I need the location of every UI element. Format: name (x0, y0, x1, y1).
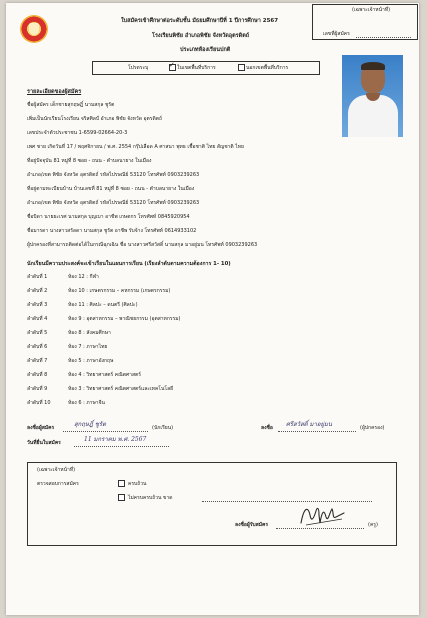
plan-choice: ห้อง 4 : วิทยาศาสตร์ คณิตศาสตร์ (68, 372, 141, 378)
plan-choice: ห้อง 10 : เกษตรกรรม – คหกรรม (เกษตรกรรม) (68, 288, 171, 294)
form-title-line2: โรงเรียนพิชัย อำเภอพิชัย จังหวัดอุตรดิตถ์ (152, 33, 250, 39)
plan-choice: ห้อง 8 : สังคมศึกษา (68, 330, 111, 336)
receiver-role-label: (ครู) (368, 522, 378, 528)
personal-info-line: เพศ ชาย เกิดวันที่ 17 / พฤศจิกายน / พ.ศ. 2554 กรุ๊ปเลือด A ศาสนา พุทธ เชื้อชาติ ไทย สัญชาติ ไทย (27, 144, 244, 150)
plan-rank: ลำดับที่ 8 (27, 372, 48, 378)
plan-rank: ลำดับที่ 5 (27, 330, 48, 336)
officer-only-label: (เฉพาะเจ้าหน้าที่) (352, 7, 391, 13)
plan-choice: ห้อง 5 : ภาษาอังกฤษ (68, 358, 114, 364)
zone-out-label: นอกเขตพื้นที่บริการ (246, 65, 289, 71)
plan-rank: ลำดับที่ 1 (27, 274, 48, 280)
incomplete-checkbox[interactable] (118, 494, 125, 501)
student-signature-label: ลงชื่อผู้สมัคร (27, 425, 55, 431)
school-emblem-logo (20, 15, 48, 43)
registered-district-line: อำเภอ/เขต พิชัย จังหวัด อุตรดิตถ์ รหัสไปรษณีย์ 53120 โทรศัพท์ 0903239263 (27, 200, 200, 206)
plan-rank: ลำดับที่ 2 (27, 288, 48, 294)
student-signature-line[interactable] (63, 431, 148, 432)
complete-checkbox[interactable] (118, 480, 125, 487)
guardian-signature-label: ลงชื่อ (261, 425, 273, 431)
applicant-details-heading: รายละเอียดของผู้สมัคร (27, 89, 82, 95)
plan-rank: ลำดับที่ 6 (27, 344, 48, 350)
submission-date-value: 11 มกราคม พ.ศ. 2567 (84, 436, 147, 443)
receiver-signature-label: ลงชื่อผู้รับสมัคร (235, 522, 269, 528)
receiver-signature-image (298, 503, 348, 529)
plan-rank: ลำดับที่ 9 (27, 386, 48, 392)
verification-label: ตรวจสอบการสมัคร (37, 481, 79, 487)
missing-items-line[interactable] (202, 501, 372, 502)
zone-check-mark-icon: ✓ (169, 61, 175, 69)
father-info-line: ชื่อบิดา นายยะเรศ นามสกุล บุญเบา อาชีพ เกษตกร โทรศัพท์ 0845920954 (27, 214, 190, 220)
officer-section-title: (เฉพาะเจ้าหน้าที่) (37, 467, 76, 473)
submission-date-label: วันที่ยื่นใบสมัคร (27, 440, 61, 446)
plan-choice: ห้อง 11 : ศิลปะ – ดนตรี (ศิลปะ) (68, 302, 138, 308)
plan-rank: ลำดับที่ 7 (27, 358, 48, 364)
guardian-signature-name: ศรีสวัสดิ์ มาอยู่มน (286, 421, 333, 428)
submission-date-line[interactable] (74, 446, 169, 447)
student-photo (342, 55, 403, 137)
student-role-label: (นักเรียน) (152, 425, 174, 431)
zone-in-label: ในเขตพื้นที่บริการ (177, 65, 216, 71)
plan-choice: ห้อง 3 : วิทยาศาสตร์ คณิตศาสตร์และเทคโนโลยี (68, 386, 174, 392)
zone-prefix-label: โปรดระบุ (128, 65, 149, 71)
plan-choice: ห้อง 6 : ภาษาจีน (68, 400, 105, 406)
form-title-line1: ใบสมัครเข้าศึกษาต่อระดับชั้น มัธยมศึกษาปีที่ 1 ปีการศึกษา 2567 (121, 18, 279, 24)
mother-info-line: ชื่อมารดา นางสาวสรัลดา นามสกุล ชูรัต อาชีพ รับจ้าง โทรศัพท์ 0614933102 (27, 228, 197, 234)
student-signature-name: สุกฤษฎิ์ ชูรัต (74, 421, 107, 428)
plan-rank: ลำดับที่ 3 (27, 302, 48, 308)
zone-out-checkbox[interactable] (238, 64, 245, 71)
registered-address-line: ที่อยู่ตามทะเบียนบ้าน บ้านเลขที่ 81 หมู่ที่ 8 ซอย - ถนน - ตำบลนายาง ในเมือง (27, 186, 195, 192)
plan-choice: ห้อง 9 : อุตสาหกรรม – พาณิชยกรรม (อุตสาหกรรม) (68, 316, 181, 322)
application-form-paper (6, 3, 419, 615)
previous-school-line: เพิ่มเป็นนักเรียนโรงเรียน จริสศิลป์ อำเภอ พิชัย จังหวัด อุตรดิตถ์ (27, 116, 162, 122)
complete-label: ครบถ้วน (128, 481, 147, 487)
emergency-contact-line: ผู้ปกครองที่สามารถติดต่อได้ในกรณีฉุกเฉิน ชื่อ นางสาวศรีสวัสดิ์ นามสกุล มาอยู่มน โทรศัพท์ 0903239263 (27, 242, 258, 248)
guardian-role-label: (ผู้ปกครอง) (360, 425, 385, 431)
plan-choice: ห้อง 7 : ภาษาไทย (68, 344, 108, 350)
plan-choice: ห้อง 12 : กีฬา (68, 274, 99, 280)
current-address-line: ที่อยู่ปัจจุบัน 81 หมู่ที่ 8 ซอย - ถนน - ตำบลนายาง ในเมือง (27, 158, 152, 164)
national-id-line: เลขประจำตัวประชาชน 1-6599-02664-20-3 (27, 130, 128, 136)
plan-rank: ลำดับที่ 10 (27, 400, 51, 406)
applicant-name-line: ชื่อผู้สมัคร เด็กชายสุกฤษฎิ์ นามสกุล ชูรัต (27, 102, 115, 108)
applicant-number-line[interactable] (356, 37, 411, 38)
applicant-number-label: เลขที่ผู้สมัคร (323, 31, 350, 37)
current-district-line: อำเภอ/เขต พิชัย จังหวัด อุตรดิตถ์ รหัสไปรษณีย์ 53120 โทรศัพท์ 0903239263 (27, 172, 200, 178)
form-title-line3: ประเภทห้องเรียนปกติ (180, 47, 231, 53)
plan-rank: ลำดับที่ 4 (27, 316, 48, 322)
incomplete-label: ไม่ครบครบถ้วน ขาด (128, 495, 173, 501)
guardian-signature-line[interactable] (278, 431, 356, 432)
study-plan-heading: นักเรียนมีความประสงค์จะเข้าเรียนในแผนการเรียน (เรียงลำดับตามความต้องการ 1- 10) (27, 261, 231, 267)
